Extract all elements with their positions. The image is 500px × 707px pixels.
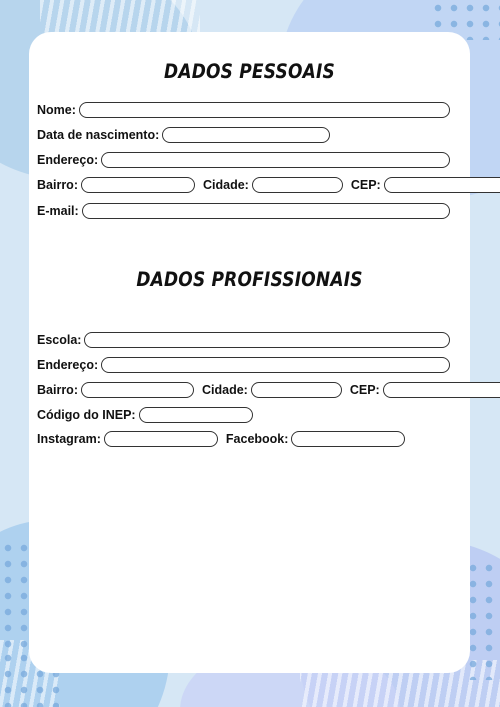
professional-data-title: DADOS PROFISSIONAIS <box>136 268 363 292</box>
city-label: Cidade: <box>202 178 249 192</box>
school-field[interactable] <box>84 332 450 348</box>
birth-row <box>37 126 450 144</box>
address-row <box>37 151 450 169</box>
zip-label: CEP: <box>350 178 381 192</box>
work-location-row <box>37 381 450 399</box>
bg-dots <box>465 560 500 680</box>
email-label: E-mail: <box>37 204 79 218</box>
inep-code-label: Código do INEP: <box>37 408 136 422</box>
inep-code-field[interactable] <box>139 407 253 423</box>
work-city-label: Cidade: <box>201 383 248 397</box>
instagram-field[interactable] <box>104 431 218 447</box>
work-zip-label: CEP: <box>349 383 380 397</box>
work-neighborhood-label: Bairro: <box>37 383 78 397</box>
work-zip-field[interactable] <box>383 382 500 398</box>
name-field[interactable] <box>79 102 450 118</box>
birth-date-label: Data de nascimento: <box>37 128 160 142</box>
name-label: Nome: <box>37 103 76 117</box>
form-card <box>29 32 470 673</box>
work-neighborhood-field[interactable] <box>81 382 194 398</box>
facebook-label: Facebook: <box>225 432 289 446</box>
city-field[interactable] <box>252 177 343 193</box>
work-city-field[interactable] <box>251 382 342 398</box>
location-row <box>37 176 450 194</box>
birth-date-field[interactable] <box>162 127 330 143</box>
zip-field[interactable] <box>384 177 500 193</box>
work-address-row <box>37 356 450 374</box>
school-label: Escola: <box>37 333 82 347</box>
name-row <box>37 101 450 119</box>
email-row <box>37 202 450 220</box>
inep-row <box>37 406 450 424</box>
address-field[interactable] <box>101 152 450 168</box>
work-address-field[interactable] <box>101 357 450 373</box>
neighborhood-field[interactable] <box>81 177 195 193</box>
instagram-label: Instagram: <box>37 432 101 446</box>
social-row <box>37 430 450 448</box>
address-label: Endereço: <box>37 153 99 167</box>
school-row <box>37 331 450 349</box>
facebook-field[interactable] <box>291 431 405 447</box>
neighborhood-label: Bairro: <box>37 178 78 192</box>
work-address-label: Endereço: <box>37 358 99 372</box>
email-field[interactable] <box>82 203 450 219</box>
personal-data-title: DADOS PESSOAIS <box>164 60 335 84</box>
